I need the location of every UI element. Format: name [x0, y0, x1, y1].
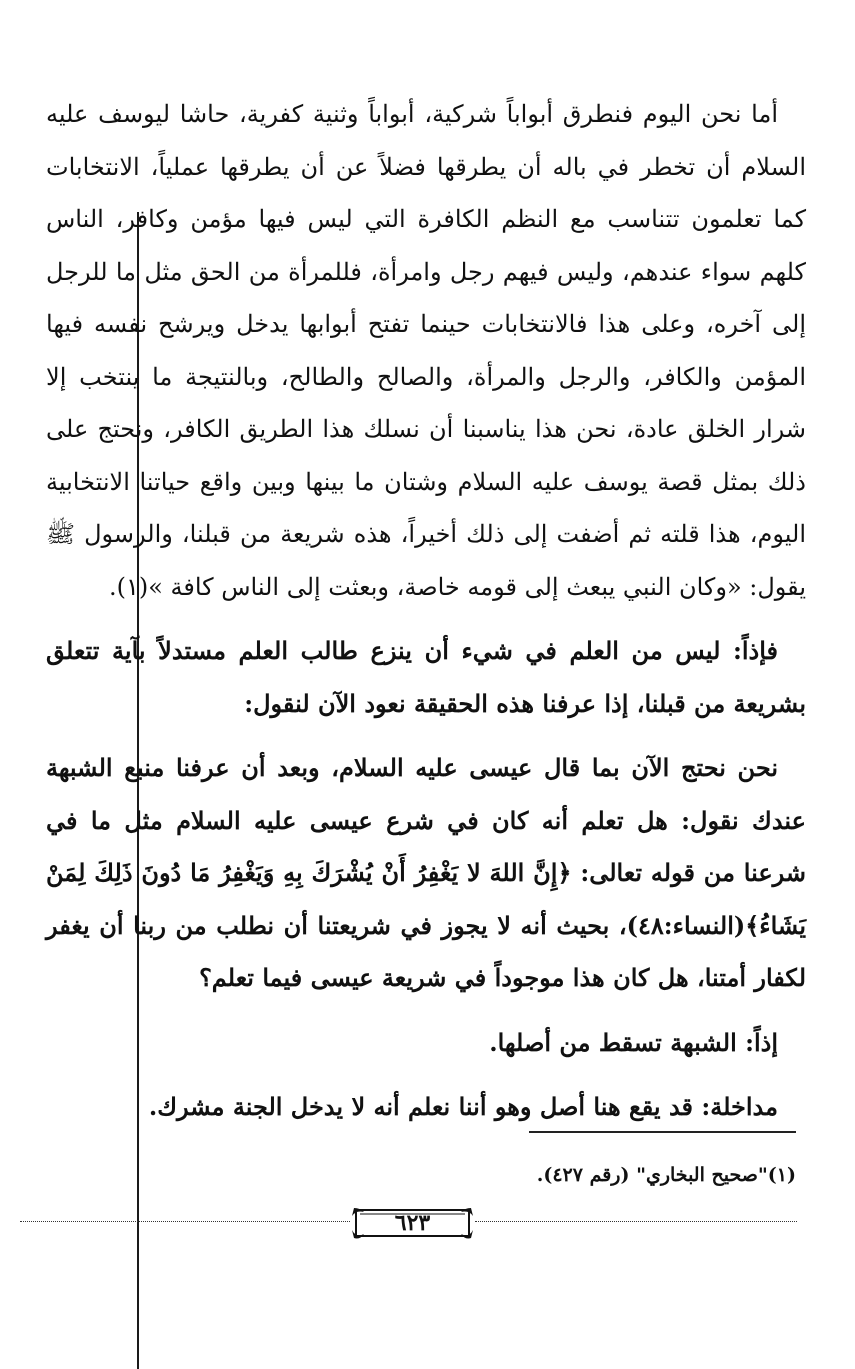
footer-dotted-rule-right [475, 1221, 797, 1222]
page-number: ٦٢٣ [394, 1210, 431, 1236]
paragraph-conclusion: إذاً: الشبهة تسقط من أصلها. [489, 1027, 778, 1057]
footnote: (١)"صحيح البخاري" (رقم ٤٢٧). [536, 1164, 796, 1186]
paragraph-elections: أما نحن اليوم فنطرق أبواباً شركية، أبواباً وثنية كفرية، حاشا ليوسف عليه السلام أن تخطر في باله أن يطرقها فضلاً عن أن يطرقها عملياً، الانتخابات كما تعلمون تتناسب مع النظم الكافرة التي ليس فيها مؤمن وكافر، الناس كلهم سواء عندهم، وليس فيهم رجل وامرأة، فللمرأة من الحق مثل ما للرجل إلى آخره، وعلى هذا فالانتخابات حينما تفتح أبوابها يدخل ويرشح نفسه فيها المؤمن والكافر، والرجل والمرأة، والصالح والطالح، وبالنتيجة ما ينتخب إلا شرار الخلق عادة، نحن هذا يناسبنا أن نسلك هذا الطريق الكافر، ونحتج على ذلك بمثل قصة يوسف عليه السلام وشتان ما بينها وبين واقع حياتنا الانتخابية اليوم، هذا قلته ثم أضفت إلى ذلك أخيراً، هذه شريعة من قبلنا، والرسول ﷺ يقول: «وكان النبي يبعث إلى قومه خاصة، وبعثت إلى الناس كافة »(١). [46, 100, 806, 601]
paragraph-intervention: مداخلة: قد يقع هنا أصل وهو أننا نعلم أنه لا يدخل الجنة مشرك. [148, 1092, 778, 1121]
page-number-frame [350, 1206, 475, 1240]
paragraph-jesus-argument: نحن نحتج الآن بما قال عيسى عليه السلام، وبعد أن عرفنا منبع الشبهة عندك نقول: هل تعلم أنه كان في شرع عيسى عليه السلام مثل ما في شرعنا من قوله تعالى: ﴿إِنَّ اللهَ لا يَغْفِرُ أَنْ يُشْرَكَ بِهِ وَيَغْفِرُ مَا دُونَ ذَلِكَ لِمَنْ يَشَاءُ﴾(النساء:٤٨)، بحيث أنه لا يجوز في شريعتنا أن نطلب من ربنا أن يغفر لكفار أمتنا، هل كان هذا موجوداً في شريعة عيسى فيما تعلم؟ [46, 753, 806, 992]
footnote-separator [529, 1131, 796, 1133]
main-text-block [46, 88, 806, 1146]
footer-dotted-rule-left [20, 1221, 350, 1222]
paragraph-previous-law: فإذاً: ليس من العلم في شيء أن ينزع طالب العلم مستدلاً بآية تتعلق بشريعة من قبلنا، إذا عرفنا هذه الحقيقة نعود الآن لنقول: [46, 636, 806, 718]
